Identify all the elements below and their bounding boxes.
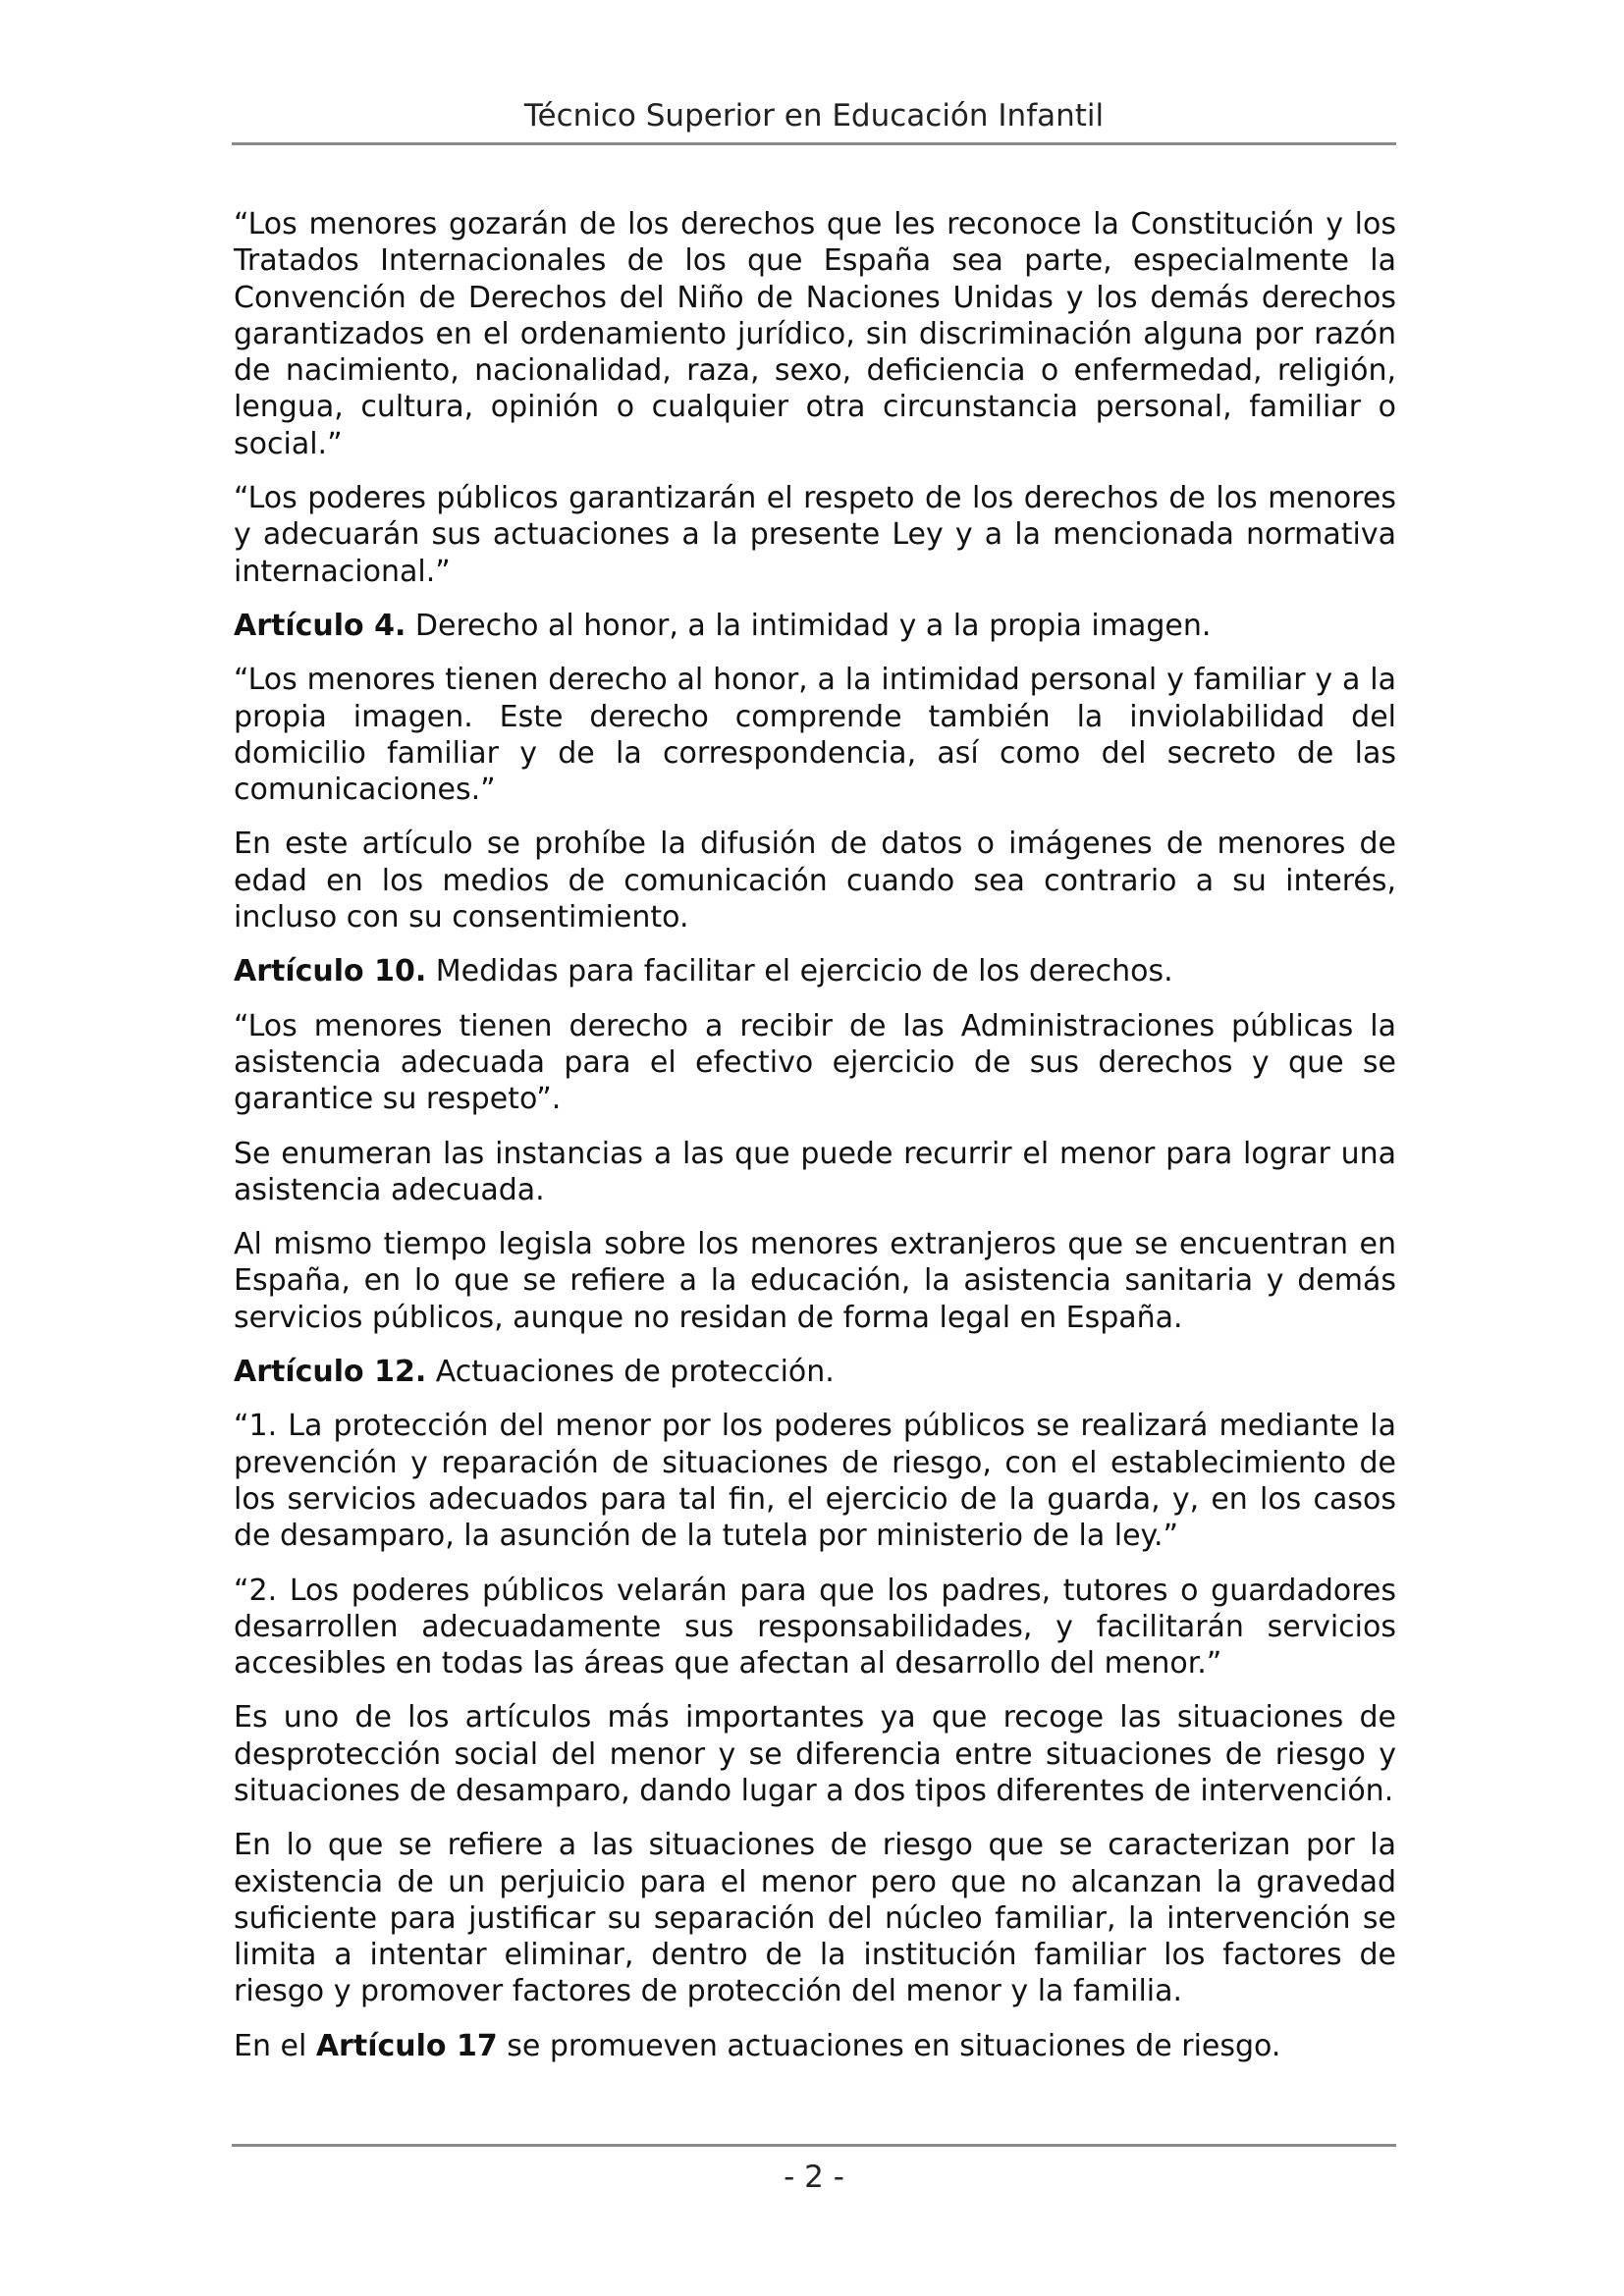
paragraph: Se enumeran las instancias a las que puede recurrir el menor para lograr una asistencia adecuada. — [234, 1136, 1396, 1207]
paragraph: “Los menores tienen derecho al honor, a la intimidad personal y familiar y a la propia imagen. Este derecho comprende también la inviolabilidad del domicilio familiar y de la correspondencia, así como del secreto de las comunicaciones.” — [234, 663, 1396, 808]
paragraph: “1. La protección del menor por los poderes públicos se realizará mediante la prevención y reparación de situaciones de riesgo, con el establecimiento de los servicios adecuados para tal fin, el ejercicio de la guarda, y, en los casos de desamparo, la asunción de la tutela por ministerio de la ley.” — [234, 1409, 1396, 1554]
paragraph: En el Artículo 17 se promueven actuaciones en situaciones de riesgo. — [234, 2028, 1281, 2063]
paragraph: En lo que se refiere a las situaciones de riesgo que se caracterizan por la existencia de un perjuicio para el menor pero que no alcanzan la gravedad suficiente para justificar su separación del núcleo familiar, la intervención se limita a intentar eliminar, dentro de la institución familiar los factores de riesgo y promover factores de protección del menor y la familia. — [234, 1828, 1396, 2009]
running-header: Técnico Superior en Educación Infantil — [523, 98, 1105, 133]
footer-rule — [232, 2144, 1396, 2147]
header-rule — [232, 142, 1396, 145]
paragraph: Es uno de los artículos más importantes ya que recoge las situaciones de desprotección social del menor y se diferencia entre situaciones de riesgo y situaciones de desamparo, dando lugar a dos tipos diferentes de intervención. — [234, 1700, 1396, 1808]
paragraph: “Los menores tienen derecho a recibir de las Administraciones públicas la asistencia adecuada para el efectivo ejercicio de sus derechos y que se garantice su respeto”. — [234, 1008, 1396, 1117]
paragraph: Al mismo tiempo legisla sobre los menores extranjeros que se encuentran en España, en lo que se refiere a la educación, la asistencia sanitaria y demás servicios públicos, aunque no residan de forma legal en España. — [234, 1227, 1396, 1335]
page-number: - 2 - — [784, 2160, 844, 2195]
article-heading: Artículo 10. Medidas para facilitar el ejercicio de los derechos. — [234, 954, 1173, 989]
paragraph: En este artículo se prohíbe la difusión de datos o imágenes de menores de edad en los medios de comunicación cuando sea contrario a su interés, incluso con su consentimiento. — [234, 827, 1396, 935]
paragraph: “Los menores gozarán de los derechos que les reconoce la Constitución y los Tratados Internacionales de los que España sea parte, especialmente la Convención de Derechos del Niño de Naciones Unidas y los demás derechos garantizados en el ordenamiento jurídico, sin discriminación alguna por razón de nacimiento, nacionalidad, raza, sexo, deficiencia o enfermedad, religión, lengua, cultura, opinión o cualquier otra circunstancia personal, familiar o social.” — [234, 207, 1396, 461]
body-text — [234, 206, 1396, 2082]
article-heading: Artículo 12. Actuaciones de protección. — [234, 1355, 835, 1390]
article-heading: Artículo 4. Derecho al honor, a la intimidad y a la propia imagen. — [234, 608, 1212, 643]
paragraph: “2. Los poderes públicos velarán para que los padres, tutores o guardadores desarrollen adecuadamente sus responsabilidades, y facilitarán servicios accesibles en todas las áreas que afectan al desarrollo del menor.” — [234, 1573, 1396, 1682]
paragraph: “Los poderes públicos garantizarán el respeto de los derechos de los menores y adecuarán sus actuaciones a la presente Ley y a la mencionada normativa internacional.” — [234, 481, 1396, 589]
